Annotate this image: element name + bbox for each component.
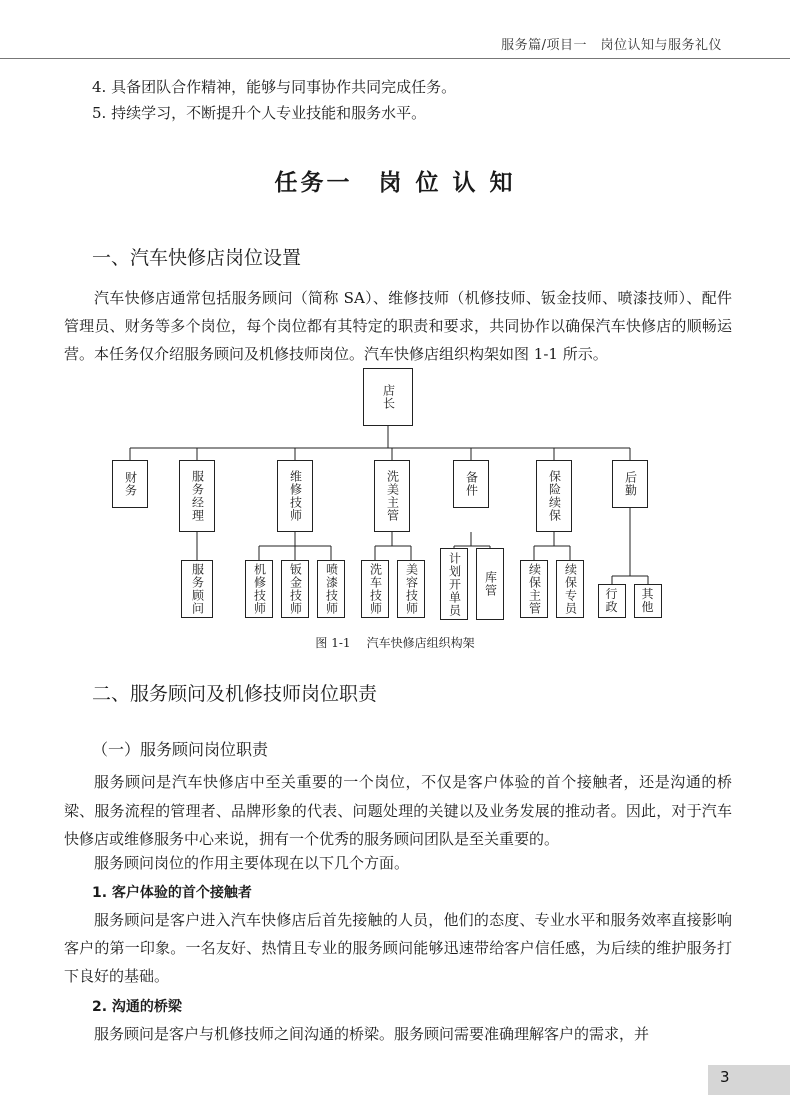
org-node-car-wash-tech: 洗车技师 bbox=[361, 560, 389, 618]
section2-paragraph-2: 服务顾问岗位的作用主要体现在以下几个方面。 bbox=[94, 854, 410, 872]
point-1-title: 1. 客户体验的首个接触者 bbox=[92, 885, 252, 901]
org-node-logistics: 后勤 bbox=[612, 460, 648, 508]
org-node-service-advisor: 服务顾问 bbox=[181, 560, 213, 618]
org-node-other: 其他 bbox=[634, 584, 662, 618]
objective-item-4: 4. 具备团队合作精神，能够与同事协作共同完成任务。 bbox=[92, 78, 457, 96]
page-number: 3 bbox=[720, 1068, 730, 1086]
org-node-renewal-specialist: 续保专员 bbox=[556, 560, 584, 618]
org-node-sheet-metal: 钣金技师 bbox=[281, 560, 309, 618]
point-2-title: 2. 沟通的桥梁 bbox=[92, 999, 182, 1015]
org-node-wash-supervisor: 洗美主管 bbox=[374, 460, 410, 532]
section2-paragraph-1: 服务顾问是汽车快修店中至关重要的一个岗位，不仅是客户体验的首个接触者，还是沟通的桥梁、服务流程的管理者、品牌形象的代表、问题处理的关键以及业务发展的推动者。因此，对于汽车快修店或维修服务中心来说，拥有一个优秀的服务顾问团队是至关重要的。 bbox=[64, 773, 732, 848]
org-node-detailing-tech: 美容技师 bbox=[397, 560, 425, 618]
section-heading-2: 二、服务顾问及机修技师岗位职责 bbox=[92, 683, 378, 705]
figure-caption bbox=[0, 634, 790, 651]
org-node-renewal-supervisor: 续保主管 bbox=[520, 560, 548, 618]
figure-caption-text: 汽车快修店组织构架 bbox=[366, 636, 475, 650]
org-node-service-manager: 服务经理 bbox=[179, 460, 215, 532]
section1-paragraph: 汽车快修店通常包括服务顾问（简称 SA）、维修技师（机修技师、钣金技师、喷漆技师）、配件管理员、财务等多个岗位，每个岗位都有其特定的职责和要求，共同协作以确保汽车快修店的顺畅运营。本任务仅介绍服务顾问及机修技师岗位。汽车快修店组织构架如图 1-1 所示。 bbox=[64, 289, 732, 363]
org-node-root: 店长 bbox=[363, 368, 413, 426]
point-2-text: 服务顾问是客户与机修技师之间沟通的桥梁。服务顾问需要准确理解客户的需求，并 bbox=[94, 1025, 650, 1043]
org-chart-figure bbox=[108, 368, 668, 628]
org-node-repair-tech: 维修技师 bbox=[277, 460, 313, 532]
subsection-heading: （一）服务顾问岗位职责 bbox=[92, 740, 269, 759]
org-node-insurance: 保险续保 bbox=[536, 460, 572, 532]
org-node-parts: 备件 bbox=[453, 460, 489, 508]
section-heading-1: 一、汽车快修店岗位设置 bbox=[92, 247, 302, 269]
org-node-finance: 财务 bbox=[112, 460, 148, 508]
figure-number: 图 1-1 bbox=[315, 636, 351, 650]
task-title: 任务一 岗 位 认 知 bbox=[274, 170, 516, 196]
org-node-painter: 喷漆技师 bbox=[317, 560, 345, 618]
org-node-warehouse: 库管 bbox=[476, 548, 504, 620]
header-rule bbox=[0, 58, 790, 59]
org-node-mechanic: 机修技师 bbox=[245, 560, 273, 618]
point-1-text: 服务顾问是客户进入汽车快修店后首先接触的人员，他们的态度、专业水平和服务效率直接影响客户的第一印象。一名友好、热情且专业的服务顾问能够迅速带给客户信任感，为后续的维护服务打下良好的基础。 bbox=[64, 911, 732, 985]
org-node-order-planner: 计划开单员 bbox=[440, 548, 468, 620]
running-header: 服务篇/项目一 岗位认知与服务礼仪 bbox=[501, 38, 722, 53]
objective-item-5: 5. 持续学习，不断提升个人专业技能和服务水平。 bbox=[92, 104, 427, 122]
org-node-admin: 行政 bbox=[598, 584, 626, 618]
